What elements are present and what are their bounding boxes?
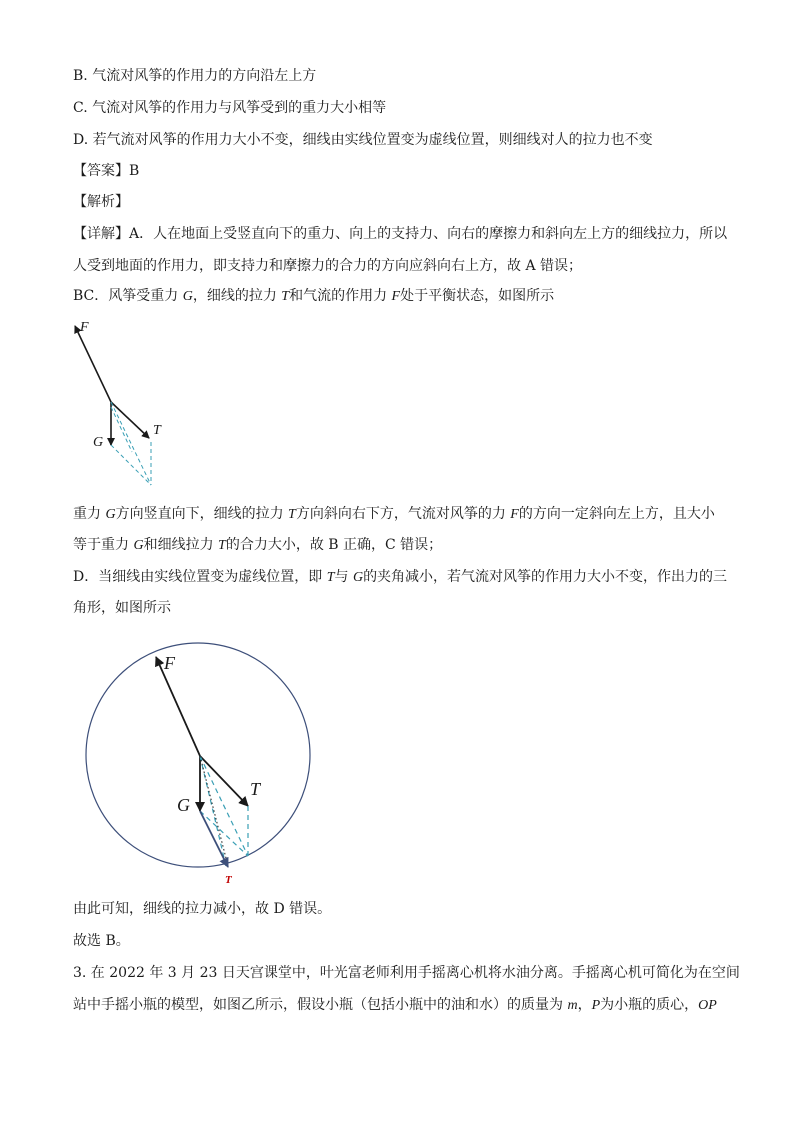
option-b: B. 气流对风筝的作用力的方向沿左上方 (73, 68, 317, 84)
q3-symbol-op: OP (698, 998, 717, 1013)
label-g: G (177, 795, 190, 815)
conclusion-line: 由此可知，细线的拉力减小，故 D 错误。 (73, 901, 332, 917)
detail-bc-line (73, 287, 554, 306)
p2-text: 方向斜向右下方，气流对风筝的力 (295, 506, 511, 522)
bc-text-1: BC．风筝受重力 (73, 288, 183, 304)
dashed-line (200, 756, 248, 856)
answer-tag: 【答案】 (73, 163, 129, 179)
p2-symbol-t: T (218, 538, 226, 553)
label-g: G (93, 435, 104, 450)
p3-text: 与 (334, 569, 353, 585)
p3-symbol-g: G (352, 570, 364, 585)
q3-line-2 (73, 996, 717, 1015)
label-f: F (80, 320, 89, 335)
label-t-new: T (225, 874, 232, 886)
p2-symbol-g: G (105, 507, 116, 522)
label-t: T (153, 423, 161, 438)
bc-text-2: ，细线的拉力 (192, 288, 282, 304)
force-t-arrow (200, 756, 248, 806)
dashed-line (111, 445, 151, 485)
detail-line-2: 人受到地面的作用力，即支持力和摩擦力的合力的方向应斜向右上方，故 A 错误； (73, 258, 583, 274)
p3-text: 的夹角减小，若气流对风筝的作用力大小不变，作出力的三 (363, 569, 728, 585)
bc-text-3: 和气流的作用力 (289, 288, 392, 304)
bc-text-4: 处于平衡状态，如图所示 (400, 288, 555, 304)
bc-symbol-t: T (281, 289, 290, 304)
q3-symbol-m: m (567, 998, 578, 1013)
q3-symbol-p: P (591, 998, 601, 1013)
option-d: D. 若气流对风筝的作用力大小不变，细线由实线位置变为虚线位置，则细线对人的拉力也不变 (73, 132, 653, 148)
p2-text: 和细线拉力 (143, 537, 219, 553)
p3-text: D．当细线由实线位置变为虚线位置，即 (73, 569, 327, 585)
force-f-arrow (156, 657, 200, 756)
label-f: F (164, 653, 175, 673)
detail-a-text: A．人在地面上受竖直向下的重力、向上的支持力、向右的摩擦力和斜向左上方的细线拉力，所以 (129, 226, 728, 242)
p2-text: 等于重力 (73, 537, 134, 553)
force-diagram-1 (60, 312, 180, 492)
p2-text: 的合力大小，故 B 正确，C 错误； (225, 537, 443, 553)
label-t: T (250, 779, 261, 799)
q3-line-1: 3. 在 2022 年 3 月 23 日天宫课堂中，叶光富老师利用手摇离心机将水油分离。手摇离心机可简化为在空间 (73, 965, 740, 981)
bc-symbol-f: F (391, 289, 401, 304)
para2-line-1 (73, 505, 715, 524)
answer-value: B (129, 163, 140, 179)
para2-line-2 (73, 536, 442, 555)
q3-text: 站中手摇小瓶的模型，如图乙所示，假设小瓶（包括小瓶中的油和水）的质量为 (73, 997, 568, 1013)
p2-symbol-g: G (133, 538, 144, 553)
dashed-line (111, 407, 132, 452)
p2-symbol-t: T (288, 507, 296, 522)
answer-line (73, 162, 139, 180)
dashed-line (111, 402, 151, 485)
para3-line-2: 角形，如图所示 (73, 600, 171, 616)
dotted-line (200, 756, 228, 866)
q3-text: ， (577, 997, 592, 1013)
circle-outline (86, 643, 310, 867)
new-tension-arrow (200, 811, 228, 867)
option-c: C. 气流对风筝的作用力与风筝受到的重力大小相等 (73, 100, 387, 116)
para3-line-1 (73, 568, 727, 587)
choice-line: 故选 B。 (73, 933, 130, 949)
p2-text: 方向竖直向下，细线的拉力 (115, 506, 289, 522)
detail-line-1 (73, 225, 727, 243)
q3-text: 为小瓶的质心， (600, 997, 699, 1013)
force-diagram-2 (80, 640, 320, 890)
bc-symbol-g: G (182, 289, 193, 304)
p2-text: 重力 (73, 506, 106, 522)
detail-tag: 【详解】 (73, 226, 129, 242)
p2-text: 的方向一定斜向左上方，且大小 (518, 506, 715, 522)
p2-symbol-f: F (510, 507, 519, 522)
analysis-tag: 【解析】 (73, 194, 129, 210)
p3-symbol-t: T (326, 570, 335, 585)
force-f-arrow (75, 326, 111, 402)
